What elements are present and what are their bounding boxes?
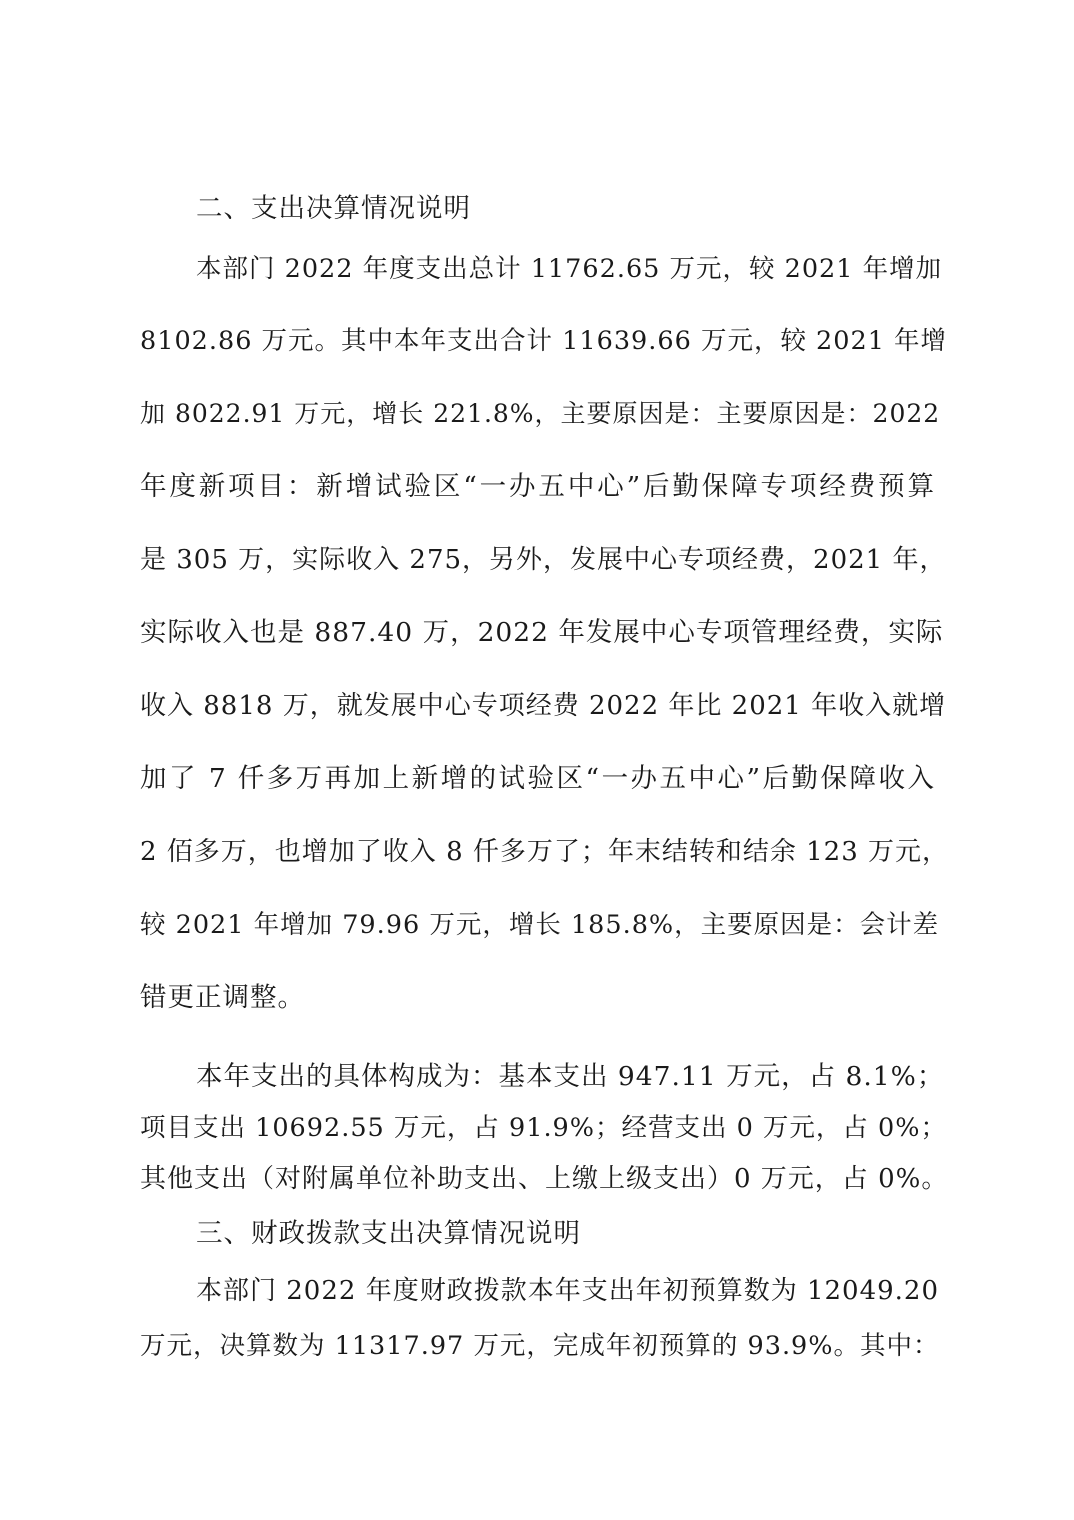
paragraph-line: 8102.86 万元。其中本年支出合计 11639.66 万元，较 2021 年增 [140, 326, 948, 356]
paragraph-line: 加了 7 仟多万再加上新增的试验区“一办五中心”后勤保障收入 [140, 763, 935, 794]
paragraph-line: 错更正调整。 [140, 982, 305, 1013]
paragraph-line: 本部门 2022 年度财政拨款本年支出年初预算数为 12049.20 [196, 1276, 940, 1306]
section-heading-expenditure: 二、支出决算情况说明 [196, 193, 471, 224]
paragraph-line: 2 佰多万，也增加了收入 8 仟多万了；年末结转和结余 123 万元， [140, 837, 950, 867]
paragraph-line: 项目支出 10692.55 万元，占 91.9%；经营支出 0 万元，占 0%； [140, 1113, 947, 1143]
paragraph-line: 加 8022.91 万元，增长 221.8%，主要原因是：主要原因是：2022 [140, 399, 941, 428]
section-heading-fiscal-appropriation: 三、财政拨款支出决算情况说明 [196, 1218, 581, 1249]
paragraph-line: 本部门 2022 年度支出总计 11762.65 万元，较 2021 年增加 [196, 254, 943, 284]
paragraph-line: 本年支出的具体构成为：基本支出 947.11 万元，占 8.1%； [196, 1061, 945, 1092]
paragraph-line: 万元，决算数为 11317.97 万元，完成年初预算的 93.9%。其中： [140, 1331, 940, 1361]
paragraph-line: 其他支出（对附属单位补助支出、上缴上级支出）0 万元，占 0%。 [140, 1164, 949, 1194]
paragraph-line: 收入 8818 万，就发展中心专项经费 2022 年比 2021 年收入就增 [140, 691, 947, 721]
paragraph-line: 较 2021 年增加 79.96 万元，增长 185.8%，主要原因是：会计差 [140, 910, 940, 940]
paragraph-line: 实际收入也是 887.40 万，2022 年发展中心专项管理经费，实际 [140, 617, 944, 648]
paragraph-line: 年度新项目：新增试验区“一办五中心”后勤保障专项经费预算 [140, 471, 935, 502]
paragraph-line: 是 305 万，实际收入 275，另外，发展中心专项经费，2021 年， [140, 545, 947, 575]
